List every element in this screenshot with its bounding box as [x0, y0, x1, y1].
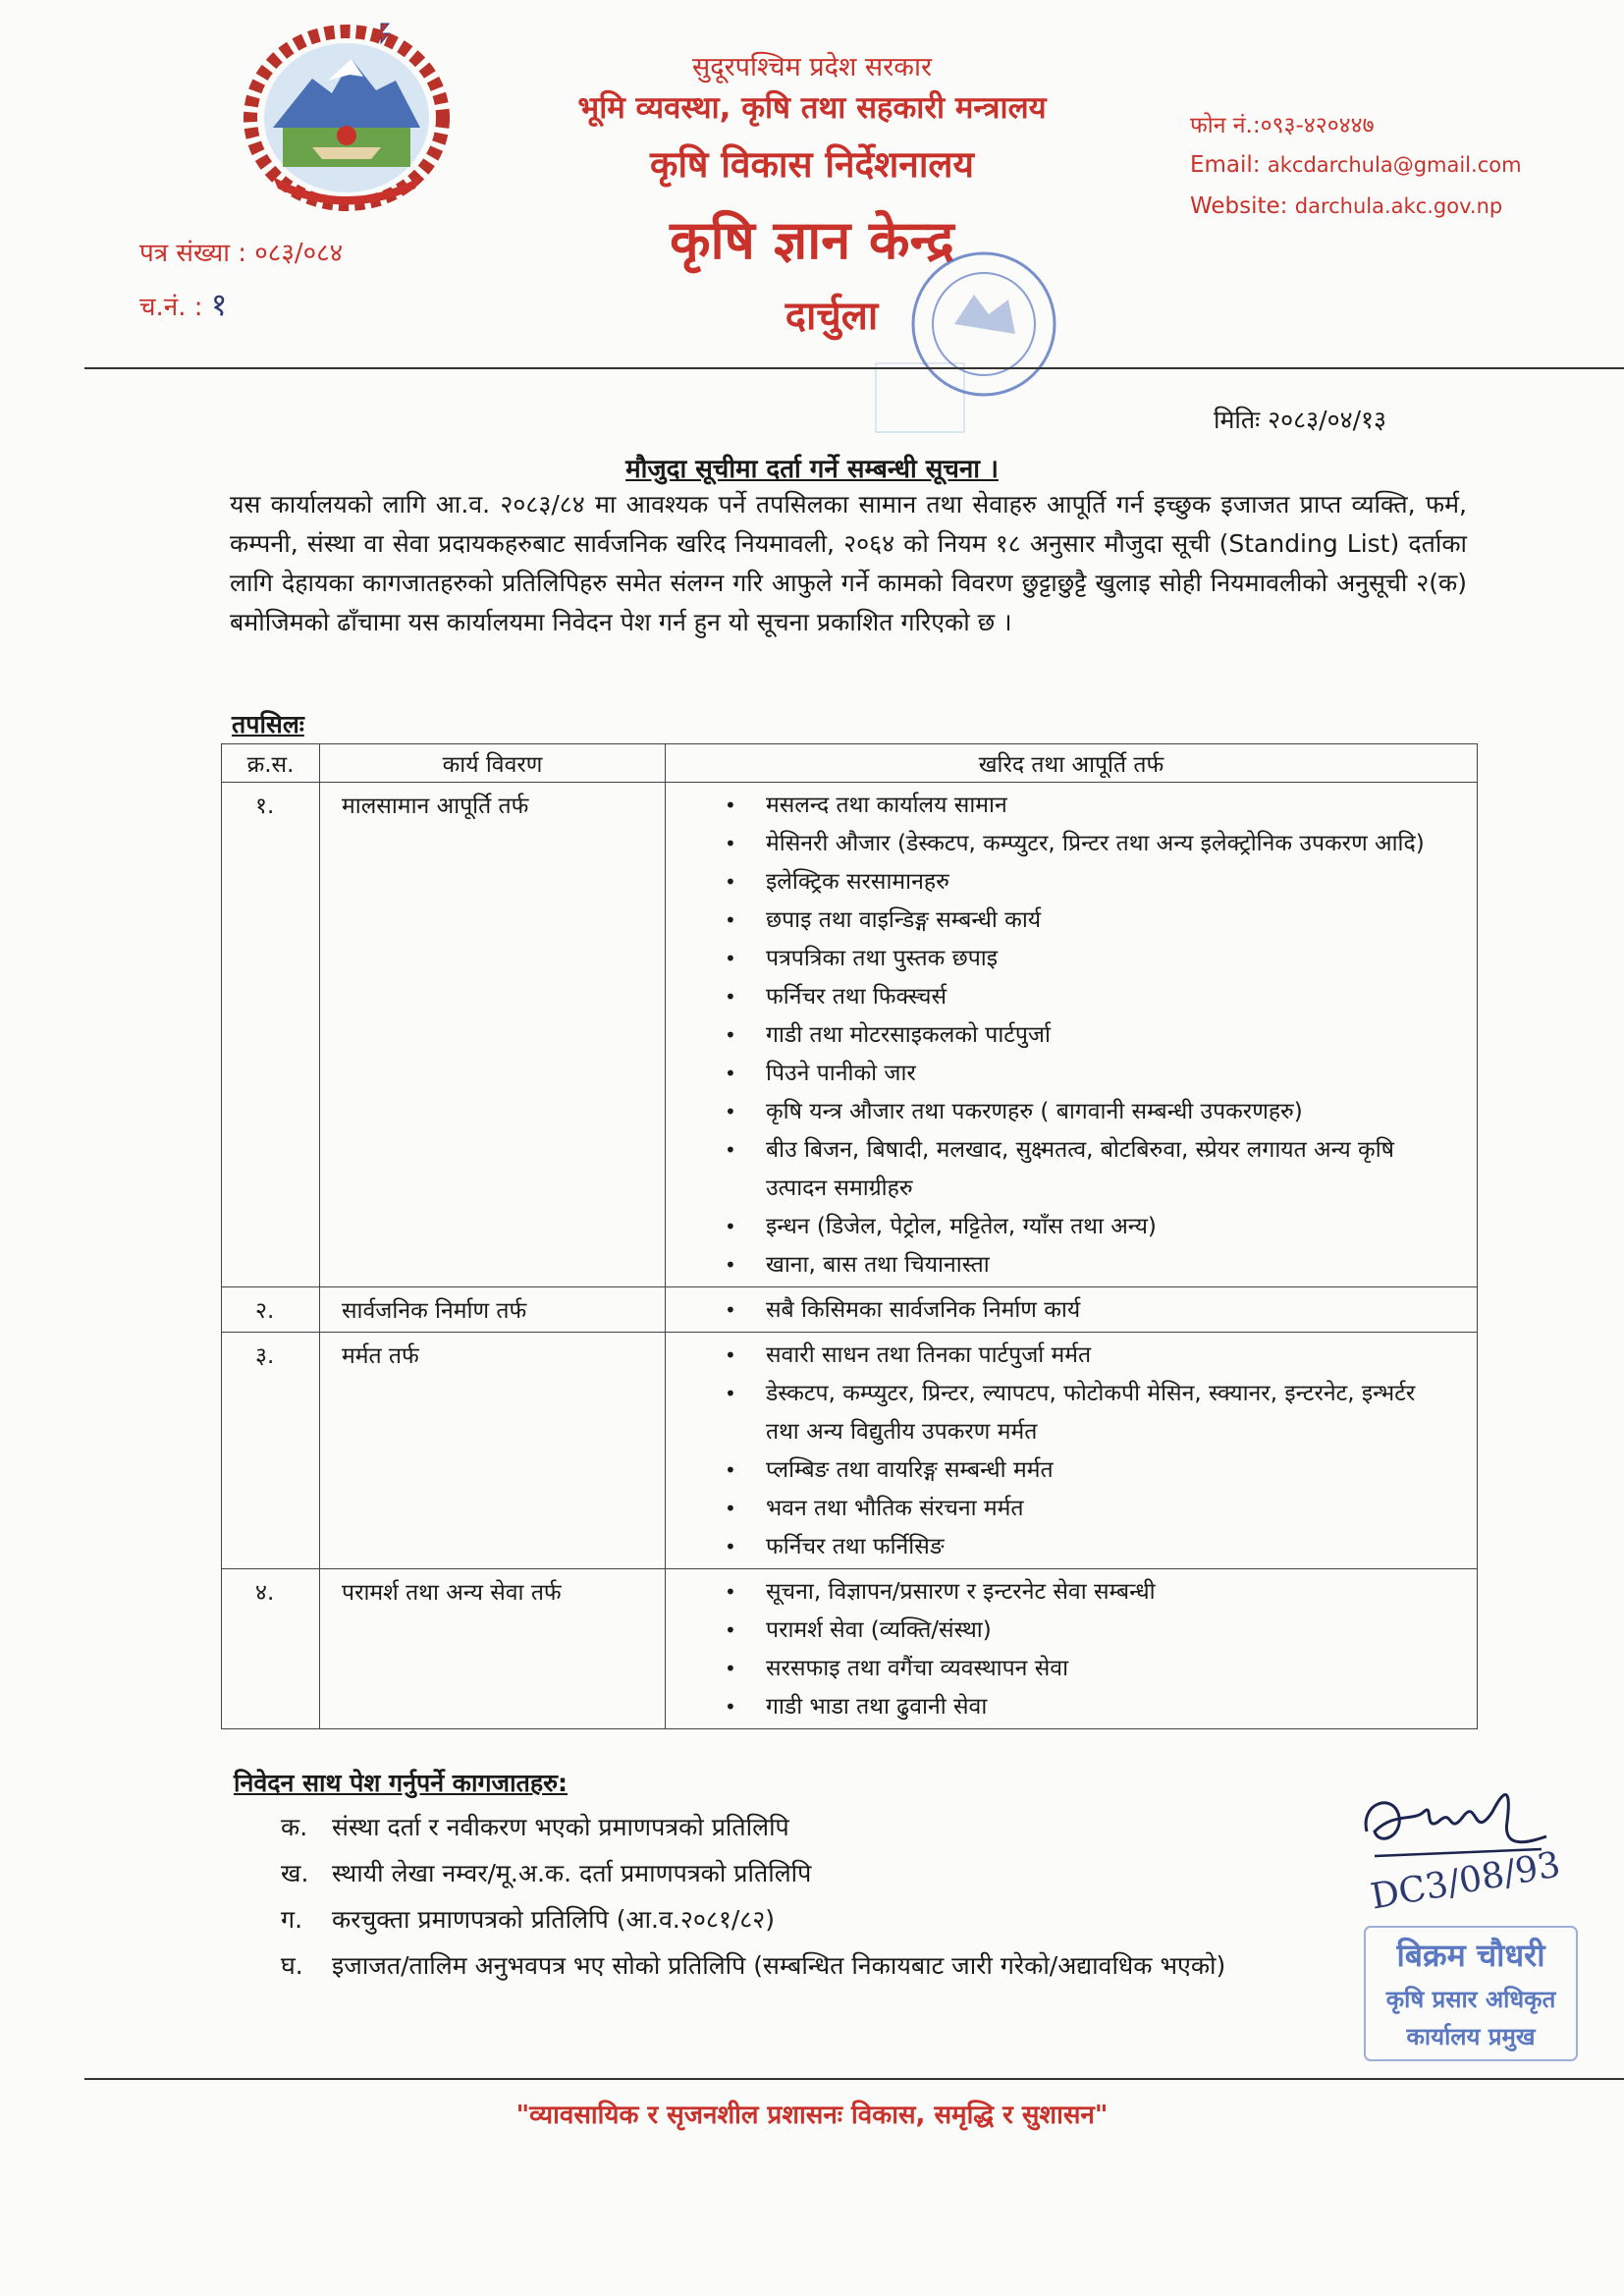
- document-text: इजाजत/तालिम अनुभवपत्र भए सोको प्रतिलिपि (सम्बन्धित निकायबाट जारी गरेको/अद्यावधिक भएको): [332, 1951, 1226, 1980]
- column-header-serial: क्र.स.: [222, 744, 320, 783]
- phone-number: फोन नं.:०९३-४२०४४७: [1190, 113, 1375, 138]
- stamp-officer-title: कृषि प्रसार अधिकृत: [1385, 1986, 1556, 2013]
- email-address[interactable]: akcdarchula@gmail.com: [1267, 153, 1522, 177]
- document-text: स्थायी लेखा नम्वर/मू.अ.क. दर्ता प्रमाणपत्रको प्रतिलिपि: [332, 1859, 812, 1887]
- row-work: मर्मत तर्फ: [320, 1333, 666, 1569]
- list-item: • भवन तथा भौतिक संरचना मर्मत: [766, 1490, 1453, 1528]
- row-work: सार्वजनिक निर्माण तर्फ: [320, 1287, 666, 1333]
- directorate-name: कृषि विकास निर्देशनालय: [650, 143, 974, 186]
- footer-divider: [84, 2078, 1624, 2080]
- document-item: [281, 1810, 789, 1843]
- notice-date: मितिः २०८३/०४/१३: [1214, 406, 1386, 434]
- dispatch-number: [139, 283, 227, 325]
- list-item: • सरसफाइ तथा वगैंचा व्यवस्थापन सेवा: [766, 1650, 1453, 1688]
- office-stamp-icon: [837, 246, 1092, 442]
- document-item: [281, 1902, 775, 1936]
- document-text: संस्था दर्ता र नवीकरण भएको प्रमाणपत्रको प्रतिलिपि: [332, 1813, 789, 1841]
- list-item: • सवारी साधन तथा तिनका पार्टपुर्जा मर्मत: [766, 1337, 1453, 1375]
- row-work: मालसामान आपूर्ति तर्फ: [320, 783, 666, 1287]
- footer-motto: "व्यावसायिक र सृजनशील प्रशासनः विकास, समृद्धि र सुशासन": [515, 2101, 1109, 2130]
- list-item: • सबै किसिमका सार्वजनिक निर्माण कार्य: [766, 1291, 1453, 1330]
- office-name: कृषि ज्ञान केन्द्र: [670, 209, 954, 271]
- stamp-officer-name: बिक्रम चौधरी: [1396, 1937, 1545, 1974]
- list-item: • फर्निचर तथा फिक्स्चर्स: [766, 978, 1453, 1016]
- row-items: [666, 1287, 1478, 1333]
- column-header-items: खरिद तथा आपूर्ति तर्फ: [666, 744, 1478, 783]
- website-label: Website:: [1190, 193, 1288, 219]
- notice-subject: मौजुदा सूचीमा दर्ता गर्ने सम्बन्धी सूचना ।: [625, 455, 999, 484]
- list-item: • पिउने पानीको जार: [766, 1055, 1453, 1093]
- list-item: • फर्निचर तथा फर्निसिङ: [766, 1528, 1453, 1566]
- row-serial: २.: [222, 1287, 320, 1333]
- table-row: [222, 1287, 1478, 1333]
- table-row: [222, 1333, 1478, 1569]
- row-items: [666, 1569, 1478, 1729]
- row-items: [666, 1333, 1478, 1569]
- details-heading: तपसिलः: [232, 710, 304, 738]
- district-name: दार्चुला: [785, 294, 879, 339]
- column-header-work: कार्य विवरण: [320, 744, 666, 783]
- website-line: [1190, 193, 1502, 219]
- list-item: • पत्रपत्रिका तथा पुस्तक छपाइ: [766, 940, 1453, 978]
- row-serial: ४.: [222, 1569, 320, 1729]
- list-item: • गाडी भाडा तथा ढुवानी सेवा: [766, 1688, 1453, 1726]
- list-item: • मेसिनरी औजार (डेस्कटप, कम्प्युटर, प्रिन्टर तथा अन्य इलेक्ट्रोनिक उपकरण आदि): [766, 825, 1453, 863]
- table-row: [222, 1569, 1478, 1729]
- government-name: सुदूरपश्चिम प्रदेश सरकार: [691, 52, 933, 82]
- procurement-table: [221, 743, 1478, 1729]
- row-work: परामर्श तथा अन्य सेवा तर्फ: [320, 1569, 666, 1729]
- list-item: • गाडी तथा मोटरसाइकलको पार्टपुर्जा: [766, 1016, 1453, 1055]
- table-header-row: [222, 744, 1478, 783]
- list-item: • इलेक्ट्रिक सरसामानहरु: [766, 863, 1453, 902]
- email-label: Email:: [1190, 152, 1261, 178]
- signature-date: DC3/08/93: [1367, 1844, 1564, 1918]
- document-item: [281, 1948, 1225, 1982]
- notice-body: यस कार्यालयको लागि आ.व. २०८३/८४ मा आवश्यक पर्ने तपसिलका सामान तथा सेवाहरु आपूर्ति गर्न इच्छुक इजाजत प्राप्त व्यक्ति, फर्म, कम्पनी, संस्था वा सेवा प्रदायकहरुबाट सार्वजनिक खरिद नियमावली, २०६४ को नियम १८ अनुसार मौजुदा सूची (Standing List) दर्ताका लागि देहायका कागजातहरुको प्रतिलिपिहरु समेत संलग्न गरि आफुले गर्ने कामको विवरण छुट्टाछुट्टै खुलाइ सोही नियमावलीको अनुसूची २(क) बमोजिमको ढाँचामा यस कार्यालयमा निवेदन पेश गर्न हुन यो सूचना प्रकाशित गरिएको छ ।: [230, 490, 1467, 636]
- email-line: [1190, 152, 1522, 178]
- row-items: [666, 783, 1478, 1287]
- document-key: ग.: [281, 1905, 303, 1934]
- documents-heading: निवेदन साथ पेश गर्नुपर्ने कागजातहरु:: [234, 1769, 568, 1797]
- list-item: • सूचना, विज्ञापन/प्रसारण र इन्टरनेट सेवा सम्बन्धी: [766, 1573, 1453, 1612]
- list-item: • इन्धन (डिजेल, पेट्रोल, मट्टितेल, ग्याँस तथा अन्य): [766, 1208, 1453, 1246]
- list-item: • परामर्श सेवा (व्यक्ति/संस्था): [766, 1612, 1453, 1650]
- list-item: • छपाइ तथा वाइन्डिङ्ग सम्बन्धी कार्य: [766, 902, 1453, 940]
- list-item: • प्लम्बिङ तथा वायरिङ्ग सम्बन्धी मर्मत: [766, 1451, 1453, 1490]
- table-row: [222, 783, 1478, 1287]
- header-divider: [84, 367, 1624, 369]
- website-url[interactable]: darchula.akc.gov.np: [1294, 194, 1503, 218]
- officer-stamp: [1363, 1925, 1579, 2062]
- dispatch-number-label: च.नं. :: [139, 293, 203, 322]
- list-item: • बीउ बिजन, बिषादी, मलखाद, सुक्ष्मतत्व, बोटबिरुवा, स्प्रेयर लगायत अन्य कृषि उत्पादन समाग्रीहरु: [766, 1131, 1453, 1208]
- list-item: • मसलन्द तथा कार्यालय सामान: [766, 787, 1453, 825]
- document-item: [281, 1856, 811, 1889]
- list-item: • कृषि यन्त्र औजार तथा पकरणहरु ( बागवानी सम्बन्धी उपकरणहरु): [766, 1093, 1453, 1131]
- document-key: घ.: [281, 1951, 303, 1980]
- list-item: • डेस्कटप, कम्प्युटर, प्रिन्टर, ल्यापटप, फोटोकपी मेसिन, स्क्यानर, इन्टरनेट, इन्भर्टर तथा अन्य विद्युतीय उपकरण मर्मत: [766, 1375, 1453, 1451]
- row-serial: ३.: [222, 1333, 320, 1569]
- document-key: ख.: [281, 1859, 309, 1887]
- ministry-name: भूमि व्यवस्था, कृषि तथा सहकारी मन्त्रालय: [577, 90, 1047, 126]
- document-key: क.: [281, 1813, 308, 1841]
- letter-number: पत्र संख्या : ०८३/०८४: [139, 239, 344, 268]
- stamp-office-head: कार्यालय प्रमुख: [1406, 2023, 1536, 2050]
- row-serial: १.: [222, 783, 320, 1287]
- dispatch-number-value: १: [210, 286, 228, 323]
- list-item: • खाना, बास तथा चियानास्ता: [766, 1246, 1453, 1285]
- document-text: करचुक्ता प्रमाणपत्रको प्रतिलिपि (आ.व.२०८१/८२): [332, 1905, 775, 1934]
